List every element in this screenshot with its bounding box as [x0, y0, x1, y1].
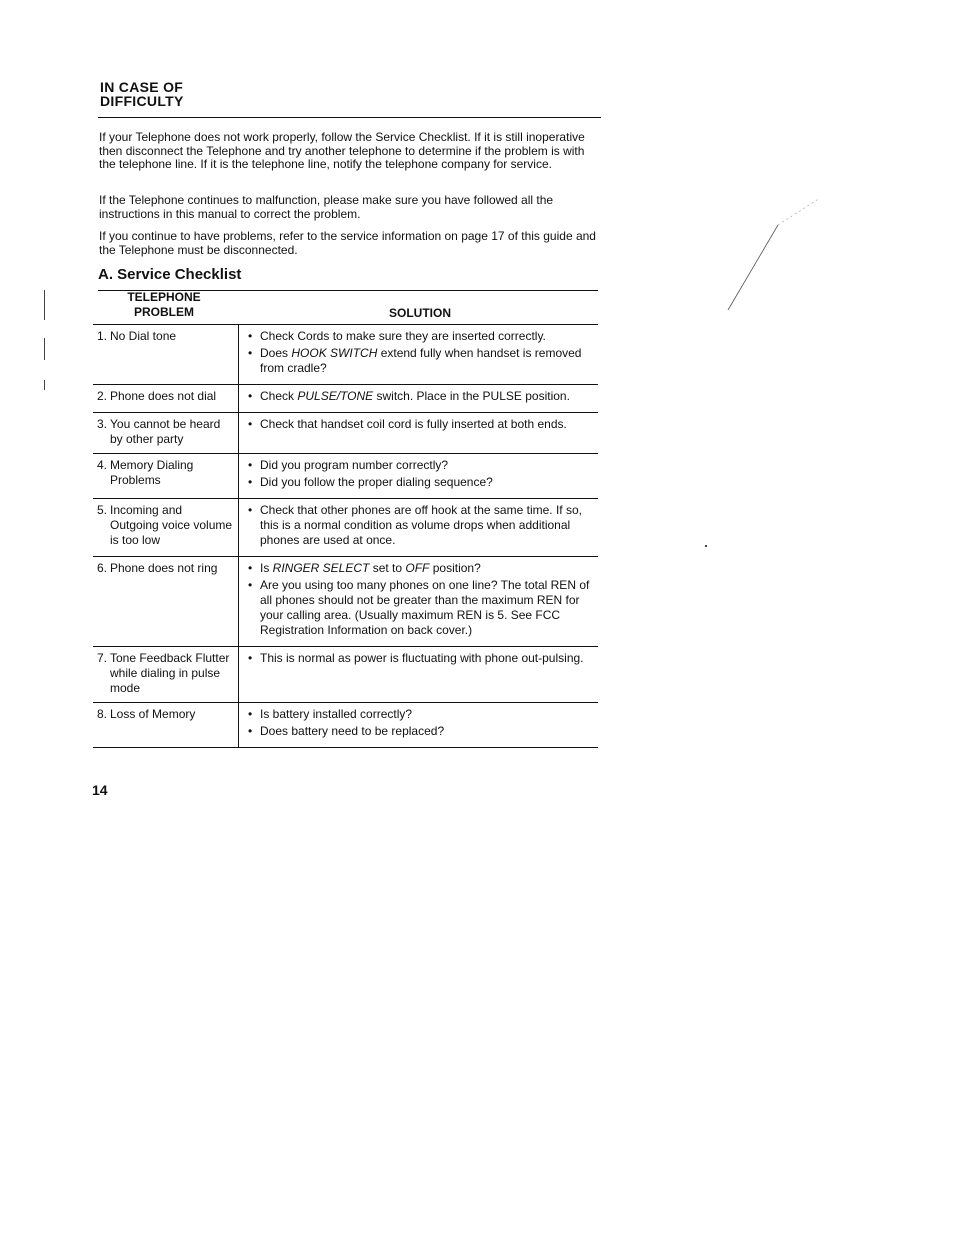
solution-item — [248, 475, 592, 490]
solution-cell — [239, 499, 599, 557]
service-checklist-body — [93, 325, 598, 748]
scan-mark — [44, 380, 45, 390]
control-name: OFF — [405, 561, 430, 575]
solution-cell — [239, 454, 599, 499]
solution-cell — [239, 385, 599, 413]
problem-text: No Dial tone — [110, 329, 177, 343]
bullet-icon: • — [248, 329, 253, 343]
table-row — [93, 454, 598, 499]
solution-list — [248, 417, 592, 432]
solution-text — [260, 389, 592, 404]
problem-entry — [97, 329, 234, 344]
problem-cell — [93, 557, 239, 647]
problem-number: 1. — [97, 329, 108, 343]
problem-entry — [97, 389, 234, 404]
solution-fragment: Check that handset coil cord is fully inserted at both ends. — [260, 417, 567, 431]
solution-fragment: Did you follow the proper dialing sequence? — [260, 475, 493, 489]
solution-text — [260, 417, 592, 432]
problem-text: You cannot be heard by other party — [110, 417, 221, 446]
solution-fragment: switch. Place in the PULSE position. — [373, 389, 570, 403]
problem-entry — [97, 458, 234, 488]
solution-text — [260, 346, 592, 376]
bullet-icon: • — [248, 707, 253, 721]
problem-number: 8. — [97, 707, 108, 721]
bullet-icon: • — [248, 578, 253, 592]
problem-text: Tone Feedback Flutter while dialing in pulse mode — [110, 651, 230, 695]
page-number: 14 — [92, 782, 108, 798]
bullet-icon: • — [248, 724, 253, 738]
problem-number: 4. — [97, 458, 108, 472]
section-heading — [100, 80, 184, 108]
scan-stroke — [720, 190, 830, 320]
section-heading-line2: DIFFICULTY — [100, 93, 184, 109]
problem-cell — [93, 499, 239, 557]
intro-paragraph-2: If the Telephone continues to malfunction, please make sure you have followed all the instructions in this manual to correct the problem. — [99, 193, 554, 221]
intro-paragraph-3: If you continue to have problems, refer to the service information on page 17 of this guide and the Telephone must be disconnected. — [99, 229, 596, 257]
problem-text: Incoming and Outgoing voice volume is too low — [110, 503, 233, 547]
scan-mark — [44, 338, 45, 360]
solution-text — [260, 458, 592, 473]
problem-cell — [93, 454, 239, 499]
problem-cell — [93, 647, 239, 703]
solution-item — [248, 503, 592, 548]
bullet-icon: • — [248, 561, 253, 575]
problem-entry — [97, 707, 234, 722]
solution-cell — [239, 703, 599, 748]
solution-fragment: Does — [260, 346, 292, 360]
solution-list — [248, 503, 592, 548]
column-header-problem — [98, 290, 230, 320]
solution-text — [260, 561, 592, 576]
solution-fragment: Is — [260, 561, 273, 575]
table-row — [93, 385, 598, 413]
solution-item — [248, 561, 592, 576]
solution-fragment: Check Cords to make sure they are inserted correctly. — [260, 329, 546, 343]
solution-cell — [239, 413, 599, 454]
problem-text: Memory Dialing Problems — [110, 458, 194, 487]
solution-item — [248, 651, 592, 666]
problem-cell — [93, 325, 239, 385]
solution-fragment: position? — [429, 561, 481, 575]
bullet-icon: • — [248, 389, 253, 403]
table-row — [93, 703, 598, 748]
solution-list — [248, 458, 592, 490]
bullet-icon: • — [248, 475, 253, 489]
problem-number: 2. — [97, 389, 108, 403]
problem-number: 6. — [97, 561, 108, 575]
table-row — [93, 557, 598, 647]
solution-fragment: Did you program number correctly? — [260, 458, 449, 472]
scan-mark — [705, 545, 707, 547]
table-row — [93, 413, 598, 454]
bullet-icon: • — [248, 503, 253, 517]
problem-text: Loss of Memory — [110, 707, 196, 721]
solution-item — [248, 707, 592, 722]
problem-number: 7. — [97, 651, 108, 665]
control-name: PULSE/TONE — [297, 389, 374, 403]
bullet-icon: • — [248, 651, 253, 665]
solution-list — [248, 561, 592, 638]
solution-text — [260, 503, 592, 548]
solution-list — [248, 329, 592, 376]
solution-list — [248, 707, 592, 739]
solution-item — [248, 417, 592, 432]
problem-cell — [93, 413, 239, 454]
column-header-problem-line1: TELEPHONE — [127, 290, 201, 304]
solution-fragment: extend fully when handset is removed from cradle? — [260, 346, 582, 375]
bullet-icon: • — [248, 458, 253, 472]
solution-cell — [239, 557, 599, 647]
problem-number: 5. — [97, 503, 108, 517]
solution-fragment: Check that other phones are off hook at the same time. If so, this is a normal condition as volume drops when additional phones are used at once. — [260, 503, 582, 547]
table-row — [93, 325, 598, 385]
problem-entry — [97, 503, 234, 548]
solution-fragment: Check — [260, 389, 298, 403]
solution-text — [260, 329, 592, 344]
control-name: HOOK SWITCH — [291, 346, 378, 360]
problem-cell — [93, 385, 239, 413]
solution-item — [248, 578, 592, 638]
scan-mark — [44, 290, 45, 320]
solution-list — [248, 389, 592, 404]
solution-item — [248, 329, 592, 344]
solution-item — [248, 724, 592, 739]
solution-fragment: This is normal as power is fluctuating with phone out-pulsing. — [260, 651, 584, 665]
problem-entry — [97, 417, 234, 447]
column-header-problem-line2: PROBLEM — [134, 305, 194, 319]
solution-item — [248, 346, 592, 376]
problem-number: 3. — [97, 417, 108, 431]
control-name: RINGER SELECT — [272, 561, 370, 575]
problem-text: Phone does not ring — [110, 561, 218, 575]
solution-fragment: Does battery need to be replaced? — [260, 724, 445, 738]
intro-paragraph-1: If your Telephone does not work properly, follow the Service Checklist. If it is still inoperative then disconnect the Telephone and try another telephone to determine if the problem is with the telephone line. If it is the telephone line, notify the telephone company for service. — [99, 130, 585, 171]
solution-text — [260, 578, 592, 638]
solution-cell — [239, 647, 599, 703]
problem-entry — [97, 561, 234, 576]
solution-item — [248, 458, 592, 473]
problem-cell — [93, 703, 239, 748]
checklist-title: A. Service Checklist — [98, 266, 242, 283]
bullet-icon: • — [248, 346, 253, 360]
table-row — [93, 647, 598, 703]
problem-text: Phone does not dial — [110, 389, 217, 403]
bullet-icon: • — [248, 417, 253, 431]
service-checklist-table — [93, 325, 598, 748]
column-header-solution: SOLUTION — [389, 306, 451, 320]
solution-item — [248, 389, 592, 404]
solution-text — [260, 707, 592, 722]
problem-entry — [97, 651, 234, 696]
section-heading-line1: IN CASE OF — [100, 79, 184, 95]
solution-fragment: Are you using too many phones on one line? The total REN of all phones should not be greater than the maximum REN for your calling area. (Usually maximum REN is 5. See FCC Registration Information on back cover.) — [260, 578, 590, 637]
solution-text — [260, 651, 592, 666]
heading-rule — [98, 117, 601, 118]
solution-fragment: set to — [369, 561, 406, 575]
solution-fragment: Is battery installed correctly? — [260, 707, 413, 721]
table-row — [93, 499, 598, 557]
solution-text — [260, 724, 592, 739]
solution-list — [248, 651, 592, 666]
solution-cell — [239, 325, 599, 385]
solution-text — [260, 475, 592, 490]
